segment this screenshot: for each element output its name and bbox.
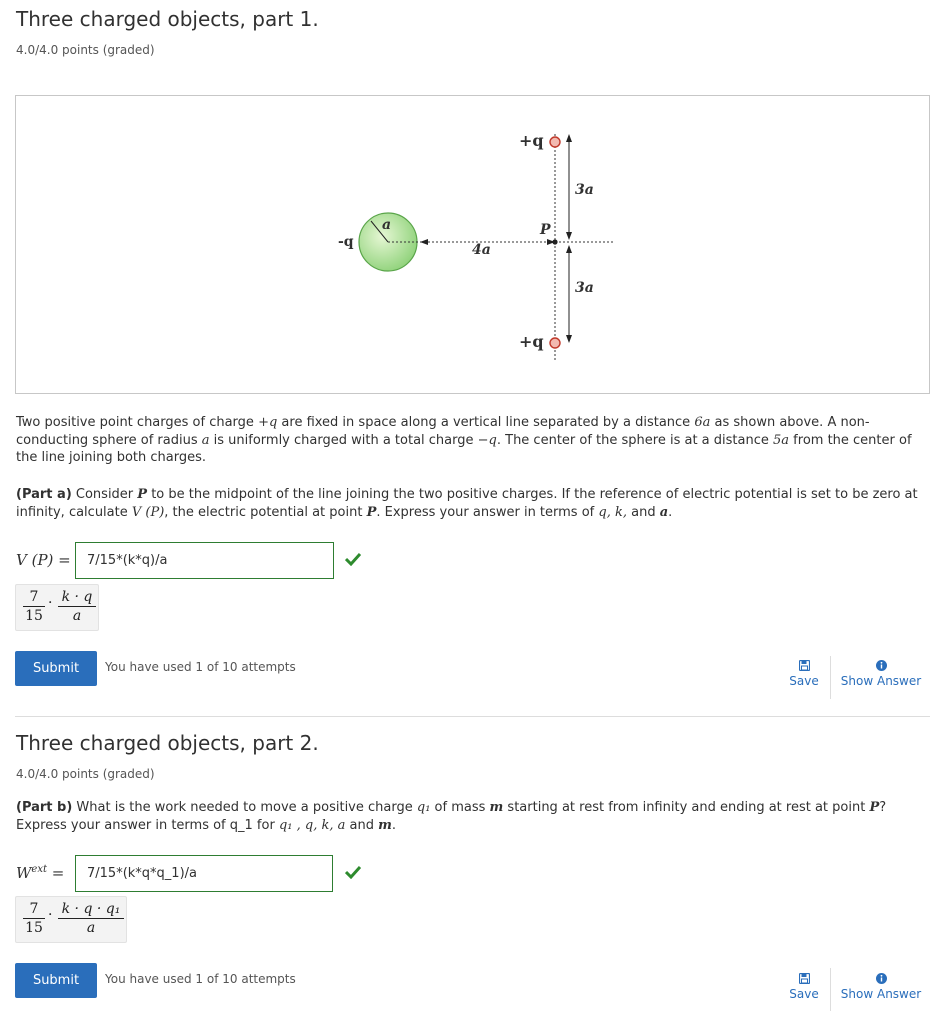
answer-b-preview [15,896,127,943]
save-label: Save [789,987,819,1001]
charge-top [550,137,560,147]
submit-button-a[interactable]: Submit [15,651,97,686]
show-answer-button-a[interactable] [838,660,924,688]
charge-bottom [550,338,560,348]
question-math: m [378,817,392,833]
save-icon [784,660,824,674]
desc-text: Two positive point charges of charge [16,415,259,430]
dim-arrow-top-up [566,134,572,142]
label-4a: 4a [472,242,491,258]
answer-a-label: V (P) = [16,551,71,569]
part-b-question [16,799,921,834]
question-math: P [869,800,880,815]
label-3a-bottom: 3a [575,280,594,296]
answer-b-input[interactable] [75,855,333,892]
question-math: q₁ , q, k, a [278,817,346,833]
preview-den: a [72,608,82,624]
preview-dot: · [48,907,53,923]
question-math: P [366,504,377,520]
answer-b-label [16,864,64,882]
desc-text: are fixed in space along a vertical line separated by a distance [277,415,695,430]
submit-button-b[interactable]: Submit [15,963,97,998]
label-radius-a: a [382,217,392,233]
preview-num: k · q · q₁ [58,901,124,919]
desc-math: +q [258,415,278,430]
desc-text: as shown above. A non-conducting sphere of radius [16,415,870,448]
attempts-text-b: You have used 1 of 10 attempts [105,972,296,986]
part-a-label: (Part a) [16,487,72,502]
preview-den: 15 [25,608,43,624]
question-text: and [627,504,660,520]
label-P: P [540,222,551,238]
question-text: to be the midpoint of the line joining the two positive charges. If the reference of electric potential is set to be zero at infinity, calculate [16,487,918,520]
answer-a-input[interactable] [75,542,334,579]
preview-num: 7 [23,589,45,607]
part1-title: Three charged objects, part 1. [16,7,319,31]
action-separator [830,656,831,699]
attempts-text-a: You have used 1 of 10 attempts [105,660,296,674]
preview-frac-1 [23,901,45,937]
preview-frac-1 [23,589,45,625]
section-divider [15,716,930,717]
label-W: W [16,864,32,882]
save-icon [784,973,824,987]
show-answer-button-b[interactable] [838,973,924,1001]
question-math: q₁ [416,800,431,815]
question-text: starting at rest from infinity and ending at rest at point [503,800,870,815]
label-plus-q-bottom: +q [519,332,544,351]
desc-math: a [201,432,210,448]
preview-frac-2 [58,901,124,937]
desc-text: . The center of the sphere is at a distance [496,432,774,448]
part-a-question [16,486,931,521]
preview-den: 15 [25,920,43,936]
label-ext: ext [31,864,47,875]
dim-arrow-top-down [566,232,572,240]
answer-a-preview [15,584,99,631]
dim-arrow-bottom-down [566,335,572,343]
question-text: What is the work needed to move a positive charge [72,800,417,815]
correct-check-icon-a [345,551,361,570]
save-label: Save [789,674,819,688]
show-answer-label: Show Answer [840,987,922,1001]
label-3a-top: 3a [575,182,594,198]
question-math: q, k, [598,504,627,520]
preview-num: 7 [23,901,45,919]
desc-math: −q [477,432,497,448]
label-eq: = [51,864,65,882]
save-button-a[interactable] [784,660,824,688]
preview-den: a [86,920,96,936]
correct-check-icon-b [345,864,361,883]
desc-text: from the center of the line joining both charges. [16,432,912,465]
question-math: V (P) [131,504,165,520]
preview-frac-2 [58,589,96,625]
info-icon [838,973,924,987]
preview-dot: · [48,595,53,611]
desc-math: 6a [694,415,711,430]
question-math: m [489,800,504,815]
question-text: , the electric potential at point [164,504,367,520]
save-button-b[interactable] [784,973,824,1001]
question-math: P [137,487,148,502]
arrow-left-4a [420,239,428,245]
question-text: . [391,817,396,833]
part-b-label: (Part b) [16,800,73,815]
question-text: ? Express your answer in terms of q_1 for [16,800,887,833]
label-minus-q: -q [338,234,354,250]
info-icon [838,660,924,674]
action-separator [830,968,831,1011]
question-text: of mass [430,800,490,815]
question-text: Consider [71,487,138,502]
part2-points: 4.0/4.0 points (graded) [16,767,155,781]
desc-text: is uniformly charged with a total charge [209,432,478,448]
show-answer-label: Show Answer [840,674,922,688]
part2-title: Three charged objects, part 2. [16,731,319,755]
label-plus-q-top: +q [519,131,544,150]
question-text: and [345,817,379,833]
question-text: . Express your answer in terms of [376,504,599,520]
figure-box [15,95,930,394]
desc-math: 5a [773,432,790,448]
problem-description [16,414,916,467]
question-text: . [668,504,673,520]
preview-num: k · q [58,589,96,607]
dim-arrow-bottom-up [566,245,572,253]
point-P [552,239,557,244]
question-math: a [659,504,669,520]
part1-points: 4.0/4.0 points (graded) [16,43,155,57]
